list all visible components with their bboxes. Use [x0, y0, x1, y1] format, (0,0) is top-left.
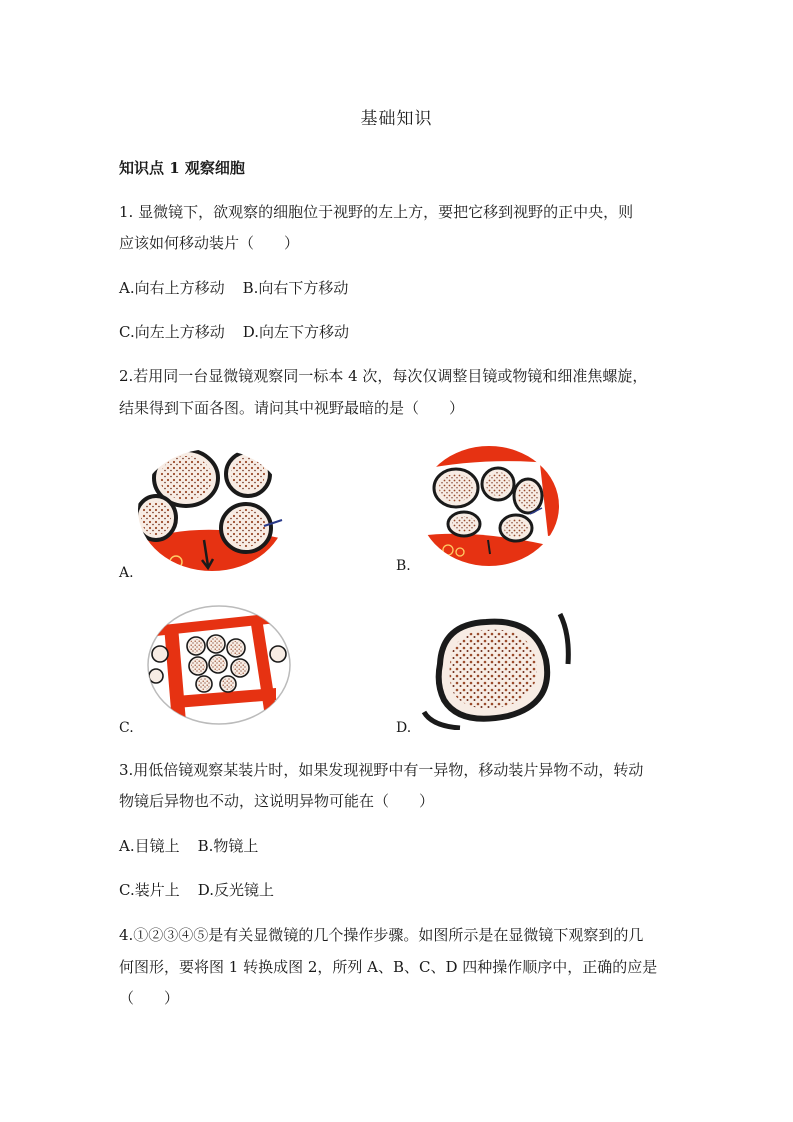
section-heading: 知识点 1 观察细胞 [119, 159, 245, 177]
question-3-options-row-1 [119, 836, 258, 856]
option-b: B.物镜上 [197, 837, 259, 855]
microscope-field-b [418, 444, 560, 568]
question-1-line-2: 应该如何移动装片（ ） [119, 234, 300, 252]
question-1-options-row-1 [119, 278, 348, 298]
figure-c-label: C. [119, 720, 134, 736]
figure-b-label: B. [396, 558, 411, 574]
option-a: A.向右上方移动 [119, 279, 225, 297]
option-d: D.反光镜上 [197, 881, 274, 899]
option-c: C.向左上方移动 [119, 323, 225, 341]
question-4-line-2: 何图形，要将图 1 转换成图 2，所列 A、B、C、D 四种操作顺序中，正确的应是 [119, 958, 658, 976]
question-2-line-1: 2.若用同一台显微镜观察同一标本 4 次，每次仅调整目镜或物镜和细准焦螺旋， [119, 367, 648, 385]
microscope-field-a [136, 448, 288, 574]
question-3-line-2: 物镜后异物也不动，这说明异物可能在（ ） [119, 792, 435, 810]
question-3-options-row-2 [119, 880, 274, 900]
question-1-line-1: 1. 显微镜下，欲观察的细胞位于视野的左上方，要把它移到视野的正中央，则 [119, 203, 634, 221]
page-title: 基础知识 [360, 109, 433, 129]
question-1-options-row-2 [119, 322, 349, 342]
option-c: C.装片上 [119, 881, 180, 899]
option-b: B.向右下方移动 [242, 279, 349, 297]
option-a: A.目镜上 [119, 837, 180, 855]
question-3-line-1: 3.用低倍镜观察某装片时，如果发现视野中有一异物，移动装片异物不动，转动 [119, 761, 644, 779]
figure-a-label: A. [119, 565, 134, 581]
microscope-field-c [146, 604, 292, 726]
question-4-line-3: （ ） [119, 989, 180, 1007]
microscope-field-d [420, 604, 572, 730]
question-4-line-1: 4.①②③④⑤是有关显微镜的几个操作步骤。如图所示是在显微镜下观察到的几 [119, 926, 644, 944]
question-2-line-2: 结果得到下面各图。请问其中视野最暗的是（ ） [119, 399, 465, 417]
figure-d-label: D. [396, 720, 412, 736]
option-d: D.向左下方移动 [242, 323, 349, 341]
